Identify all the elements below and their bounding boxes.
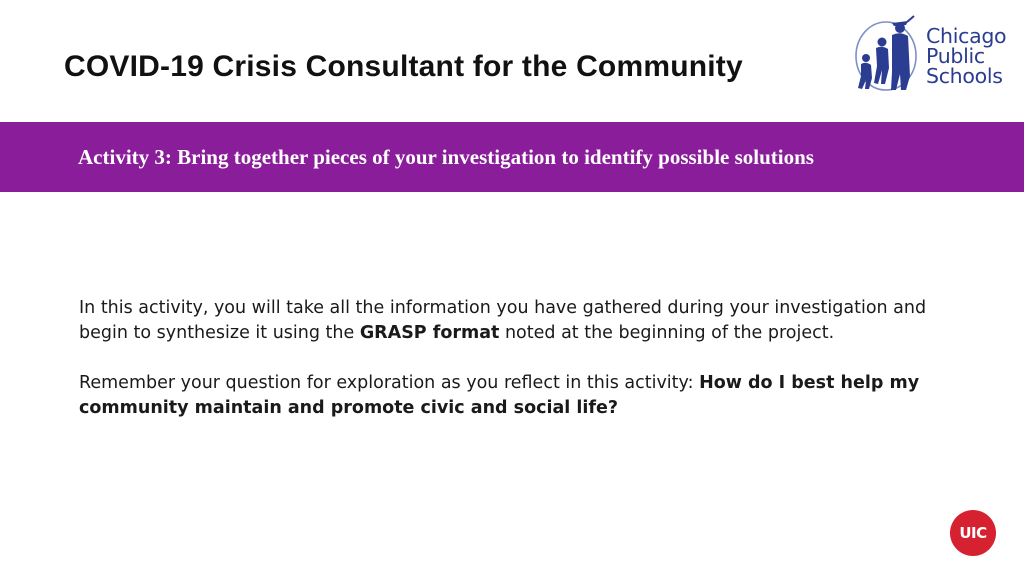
cps-wordmark [926,26,1006,86]
grasp-format-emphasis: GRASP format [359,323,500,343]
slide-title: COVID-19 Crisis Consultant for the Community [64,50,743,83]
exploration-question: How do I best help my community maintain and promote civic and social life? [79,373,920,418]
paragraph-instructions [79,296,959,346]
cps-wordmark-line-1: Chicago [926,24,1007,48]
paragraph-exploration-intro: Remember your question for exploration as you reflect in this activity: [79,373,700,393]
activity-banner-text: Activity 3: Bring together pieces of your investigation to identify possible solutions [78,145,814,169]
activity-banner [0,122,1024,192]
paragraph-instructions-text-1: In this activity, you will take all the information you have gathered during your investigation and begin to synthesize it using the [79,298,927,343]
cps-figures-icon [852,14,926,96]
paragraph-instructions-text-2: noted at the beginning of the project. [499,323,835,343]
paragraph-exploration-question [79,371,959,421]
uic-logo: UIC [950,510,996,556]
cps-wordmark-line-2: Public [926,44,985,68]
activity-description [79,296,959,421]
chicago-public-schools-logo [852,14,1022,96]
cps-wordmark-line-3: Schools [926,64,1003,88]
